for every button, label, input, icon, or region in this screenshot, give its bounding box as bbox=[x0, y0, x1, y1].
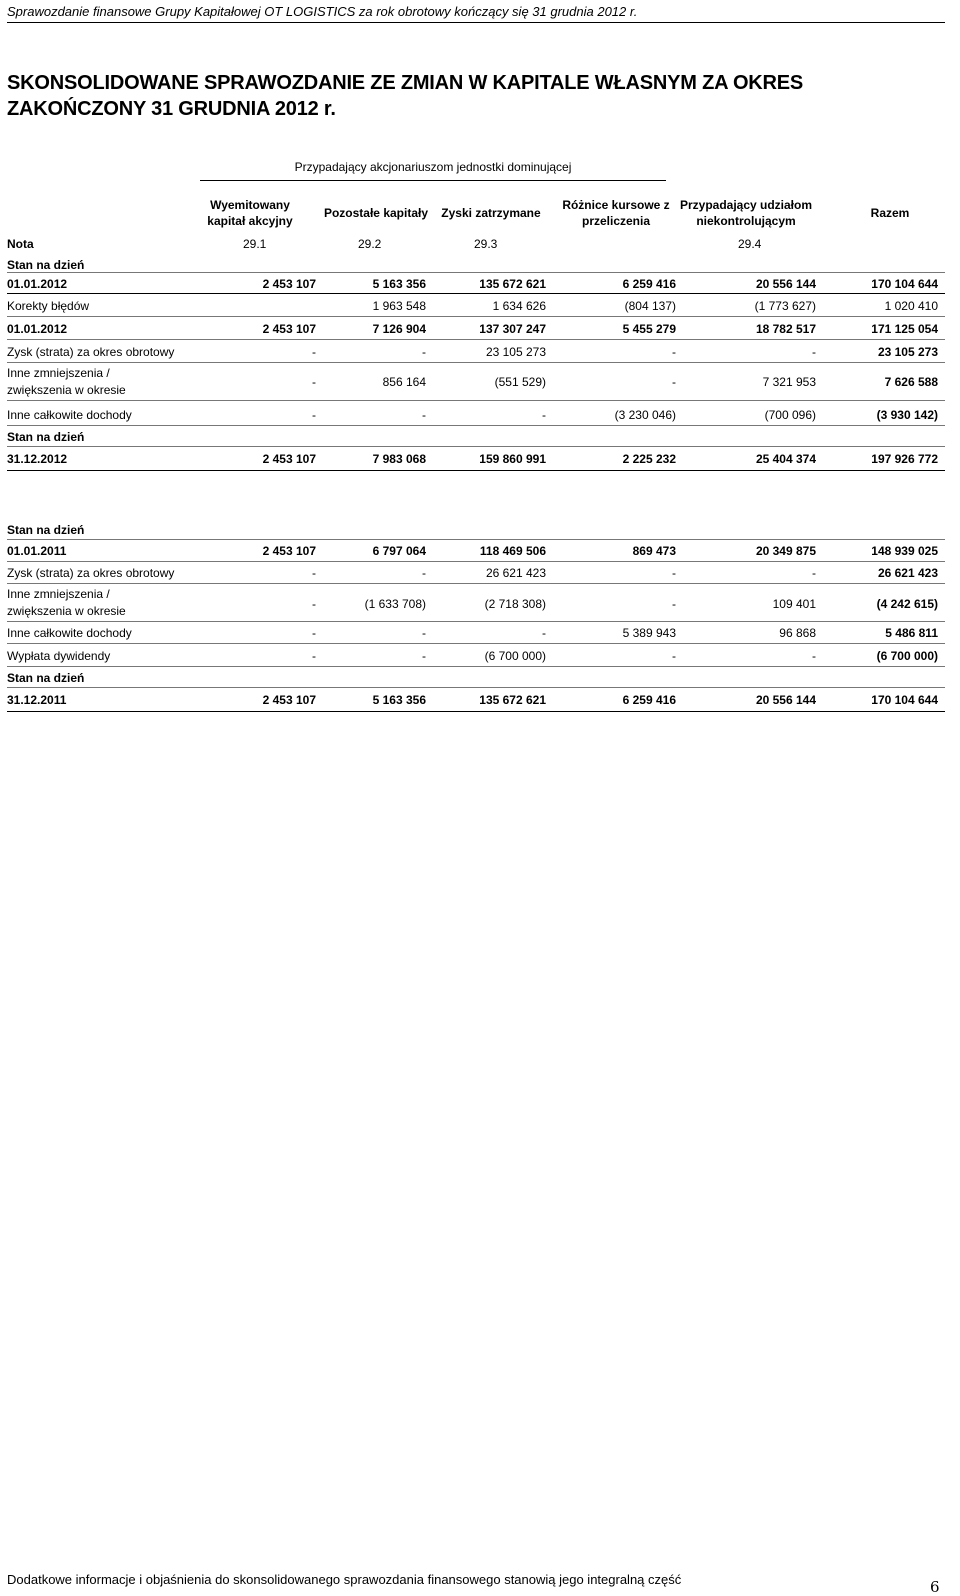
cell-value: (3 230 046) bbox=[614, 408, 676, 422]
row-label: 01.01.2012 bbox=[7, 277, 68, 291]
row-label: 01.01.2012 bbox=[7, 322, 68, 336]
cell-value: - bbox=[812, 649, 816, 663]
cell-value: 170 104 644 bbox=[871, 277, 938, 291]
row-label: Zysk (strata) za okres obrotowy bbox=[7, 345, 175, 359]
cell-value: - bbox=[672, 597, 676, 611]
cell-value: - bbox=[672, 375, 676, 389]
group-header: Przypadający akcjonariuszom jednostki dominującej bbox=[200, 160, 666, 181]
cell-value: 26 621 423 bbox=[877, 566, 938, 580]
cell-value: 2 453 107 bbox=[262, 277, 316, 291]
cell-value: 23 105 273 bbox=[877, 345, 938, 359]
footer-note: Dodatkowe informacje i objaśnienia do skonsolidowanego sprawozdania finansowego stanowią jego integralną część bbox=[7, 1572, 682, 1587]
row-label: Inne zmniejszenia / zwiększenia w okresie bbox=[7, 366, 126, 397]
row-divider bbox=[7, 446, 945, 447]
cell-value: 170 104 644 bbox=[871, 693, 938, 707]
cell-value: 2 453 107 bbox=[262, 544, 316, 558]
cell-value: (4 242 615) bbox=[876, 597, 938, 611]
row-label: 31.12.2012 bbox=[7, 452, 68, 466]
cell-value: - bbox=[312, 345, 316, 359]
cell-value: 856 164 bbox=[382, 375, 426, 389]
cell-value: (3 930 142) bbox=[876, 408, 938, 422]
col-header-total: Razem bbox=[870, 206, 910, 220]
row-divider bbox=[7, 425, 945, 426]
col-header-share-capital: Wyemitowany kapitał akcyjny bbox=[207, 198, 293, 228]
cell-value: (700 096) bbox=[764, 408, 816, 422]
cell-value: - bbox=[312, 649, 316, 663]
row-divider bbox=[7, 272, 945, 273]
cell-value: 20 349 875 bbox=[755, 544, 816, 558]
row-divider bbox=[7, 621, 945, 622]
row-divider bbox=[7, 339, 945, 340]
row-divider bbox=[7, 643, 945, 644]
row-divider bbox=[7, 583, 945, 584]
col-header-non-controlling: Przypadający udziałom niekontrolującym bbox=[679, 198, 813, 228]
cell-value: 1 020 410 bbox=[884, 299, 938, 313]
cell-value: 7 983 068 bbox=[372, 452, 426, 466]
row-label: Inne całkowite dochody bbox=[7, 626, 132, 640]
col-header-fx-differences: Różnice kursowe z przeliczenia bbox=[562, 198, 670, 228]
cell-value: 20 556 144 bbox=[755, 277, 816, 291]
cell-value: (804 137) bbox=[624, 299, 676, 313]
cell-value: 25 404 374 bbox=[755, 452, 816, 466]
cell-value: 159 860 991 bbox=[479, 452, 546, 466]
cell-value: 148 939 025 bbox=[871, 544, 938, 558]
cell-value: 135 672 621 bbox=[479, 693, 546, 707]
nota-ref: 29.1 bbox=[243, 237, 267, 251]
cell-value: (2 718 308) bbox=[484, 597, 546, 611]
cell-value: (6 700 000) bbox=[876, 649, 938, 663]
cell-value: 869 473 bbox=[632, 544, 676, 558]
nota-label: Nota bbox=[7, 237, 34, 251]
cell-value: - bbox=[812, 345, 816, 359]
row-divider bbox=[7, 470, 945, 471]
cell-value: 18 782 517 bbox=[755, 322, 816, 336]
cell-value: - bbox=[542, 626, 546, 640]
cell-value: (6 700 000) bbox=[484, 649, 546, 663]
row-divider bbox=[7, 666, 945, 667]
row-divider bbox=[7, 362, 945, 363]
document-header: Sprawozdanie finansowe Grupy Kapitałowej OT LOGISTICS za rok obrotowy kończący się 31 grudnia 2012 r. bbox=[7, 4, 945, 23]
cell-value: 2 453 107 bbox=[262, 322, 316, 336]
nota-ref: 29.4 bbox=[738, 237, 762, 251]
cell-value: - bbox=[812, 566, 816, 580]
row-label: Stan na dzień bbox=[7, 671, 85, 685]
cell-value: - bbox=[422, 345, 426, 359]
cell-value: - bbox=[672, 566, 676, 580]
cell-value: 2 453 107 bbox=[262, 452, 316, 466]
cell-value: - bbox=[672, 649, 676, 663]
cell-value: - bbox=[422, 626, 426, 640]
cell-value: - bbox=[422, 566, 426, 580]
cell-value: 23 105 273 bbox=[485, 345, 546, 359]
row-label: Inne całkowite dochody bbox=[7, 408, 132, 422]
cell-value: 137 307 247 bbox=[479, 322, 546, 336]
cell-value: - bbox=[542, 408, 546, 422]
cell-value: - bbox=[312, 597, 316, 611]
row-divider bbox=[7, 711, 945, 712]
cell-value: 6 797 064 bbox=[372, 544, 426, 558]
cell-value: 7 626 588 bbox=[884, 375, 938, 389]
row-label: Zysk (strata) za okres obrotowy bbox=[7, 566, 175, 580]
cell-value: - bbox=[672, 345, 676, 359]
cell-value: 109 401 bbox=[772, 597, 816, 611]
cell-value: 5 163 356 bbox=[372, 277, 426, 291]
row-label: Wypłata dywidendy bbox=[7, 649, 111, 663]
cell-value: 171 125 054 bbox=[871, 322, 938, 336]
cell-value: 2 453 107 bbox=[262, 693, 316, 707]
cell-value: 118 469 506 bbox=[479, 544, 546, 558]
col-header-retained-earnings: Zyski zatrzymane bbox=[441, 206, 541, 220]
col-header-other-capital: Pozostałe kapitały bbox=[323, 206, 429, 220]
row-divider bbox=[7, 400, 945, 401]
nota-ref: 29.3 bbox=[474, 237, 498, 251]
cell-value: 5 389 943 bbox=[622, 626, 676, 640]
row-label: 01.01.2011 bbox=[7, 544, 67, 558]
cell-value: 5 486 811 bbox=[885, 626, 938, 640]
row-divider bbox=[7, 293, 945, 294]
cell-value: - bbox=[422, 408, 426, 422]
cell-value: 20 556 144 bbox=[755, 693, 816, 707]
cell-value: (1 633 708) bbox=[364, 597, 426, 611]
row-divider bbox=[7, 687, 945, 688]
cell-value: (551 529) bbox=[494, 375, 546, 389]
cell-value: - bbox=[422, 649, 426, 663]
cell-value: 1 963 548 bbox=[372, 299, 426, 313]
page-title: SKONSOLIDOWANE SPRAWOZDANIE ZE ZMIAN W KAPITALE WŁASNYM ZA OKRES ZAKOŃCZONY 31 GRUDNIA 2012 r. bbox=[7, 72, 804, 120]
row-label: Inne zmniejszenia / zwiększenia w okresie bbox=[7, 587, 126, 618]
cell-value: (1 773 627) bbox=[754, 299, 816, 313]
row-label: Stan na dzień bbox=[7, 430, 85, 444]
row-label: Stan na dzień bbox=[7, 258, 85, 272]
page-number: 6 bbox=[930, 1578, 940, 1596]
row-label: 31.12.2011 bbox=[7, 693, 67, 707]
cell-value: - bbox=[312, 408, 316, 422]
cell-value: 96 868 bbox=[779, 626, 816, 640]
cell-value: 1 634 626 bbox=[492, 299, 546, 313]
cell-value: 7 126 904 bbox=[372, 322, 426, 336]
row-label: Stan na dzień bbox=[7, 523, 85, 537]
cell-value: 7 321 953 bbox=[762, 375, 816, 389]
cell-value: - bbox=[312, 566, 316, 580]
cell-value: - bbox=[312, 375, 316, 389]
cell-value: 6 259 416 bbox=[622, 693, 676, 707]
cell-value: 2 225 232 bbox=[622, 452, 676, 466]
cell-value: 6 259 416 bbox=[622, 277, 676, 291]
cell-value: 5 455 279 bbox=[622, 322, 676, 336]
row-divider bbox=[7, 316, 945, 317]
cell-value: 135 672 621 bbox=[479, 277, 546, 291]
nota-ref: 29.2 bbox=[358, 237, 382, 251]
cell-value: - bbox=[312, 626, 316, 640]
cell-value: 5 163 356 bbox=[372, 693, 426, 707]
row-divider bbox=[7, 561, 945, 562]
cell-value: 26 621 423 bbox=[485, 566, 546, 580]
row-divider bbox=[7, 539, 945, 540]
row-label: Korekty błędów bbox=[7, 299, 90, 313]
cell-value: 197 926 772 bbox=[871, 452, 938, 466]
